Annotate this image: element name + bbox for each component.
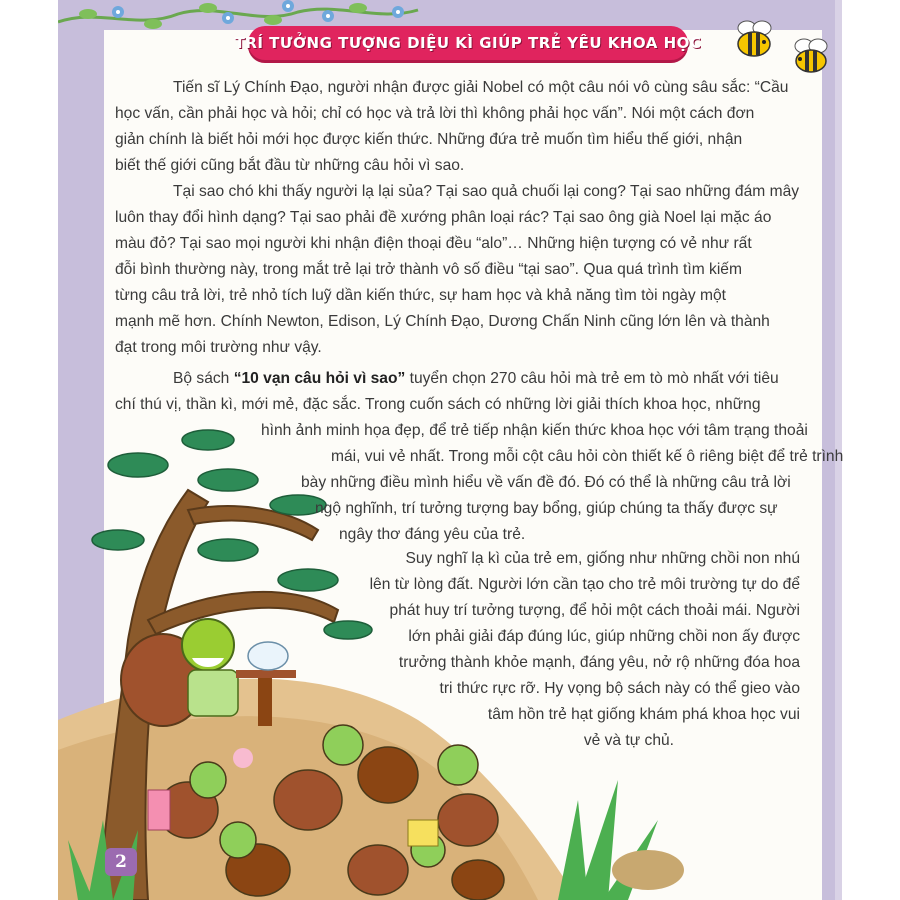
banner-title: TRÍ TƯỞNG TƯỢNG DIỆU KÌ GIÚP TRẺ YÊU KHOA HỌC: [234, 34, 702, 52]
text-line: đỗi bình thường này, trong mắt trẻ lại trở thành vô số điều “tại sao”. Qua quá trình tìm kiếm: [115, 261, 742, 278]
text-line: bày những điều mình hiểu về vấn đề đó. Đó có thể là những câu trả lời: [301, 474, 791, 491]
paragraph-1: [115, 75, 788, 179]
text-line: học vấn, cần phải học và hỏi; chỉ có học và trả lời thì không phải học vấn”. Nói một cách đơn: [115, 105, 755, 122]
text-line: chí thú vị, thần kì, mới mẻ, đặc sắc. Trong cuốn sách có những lời giải thích khoa học, những: [115, 396, 761, 413]
paragraph-4: [320, 546, 800, 754]
text-line: mạnh mẽ hơn. Chính Newton, Edison, Lý Chính Đạo, Dương Chấn Ninh cũng lớn lên và thành: [115, 313, 770, 330]
text-line: Suy nghĩ lạ kì của trẻ em, giống như những chồi non nhú: [405, 550, 800, 567]
text-line: Tiến sĩ Lý Chính Đạo, người nhận được giải Nobel có một câu nói vô cùng sâu sắc: “Cầu: [173, 79, 789, 96]
text-line: ngộ nghĩnh, trí tưởng tượng bay bổng, giúp chúng ta thấy được sự: [315, 500, 778, 517]
text-line: luôn thay đổi hình dạng? Tại sao phải đề xướng phân loại rác? Tại sao ông già Noel lại mặc áo: [115, 209, 772, 226]
bee-icon: [730, 20, 778, 60]
text-line: giản chính là biết hỏi mới học được kiến thức. Những đứa trẻ muốn tìm hiểu thế giới, nhận: [115, 131, 743, 148]
paragraph-2: [115, 179, 799, 361]
text-run: tuyển chọn 270 câu hỏi mà trẻ em tò mò nhất với tiêu: [405, 370, 779, 387]
text-line: tri thức rực rỡ. Hy vọng bộ sách này có thể gieo vào: [439, 680, 800, 697]
text-line: biết thế giới cũng bắt đầu từ những câu hỏi vì sao.: [115, 157, 465, 174]
page-number-badge: [105, 848, 137, 876]
text-line: tâm hồn trẻ hạt giống khám phá khoa học vui: [487, 706, 800, 723]
text-line: lớn phải giải đáp đúng lúc, giúp những chồi non ấy được: [408, 628, 800, 645]
text-run: Bộ sách: [173, 370, 234, 387]
book-title: “10 vạn câu hỏi vì sao”: [233, 370, 406, 387]
text-line: Tại sao chó khi thấy người lạ lại sủa? Tại sao quả chuối lại cong? Tại sao những đám mây: [173, 183, 800, 200]
text-line: lên từ lòng đất. Người lớn cần tạo cho trẻ môi trường tự do để: [369, 576, 800, 593]
paragraph-3: [115, 366, 844, 548]
text-line: hình ảnh minh họa đẹp, để trẻ tiếp nhận kiến thức khoa học với tâm trạng thoải: [261, 422, 808, 439]
text-line: mái, vui vẻ nhất. Trong mỗi cột câu hỏi còn thiết kế ô riêng biệt để trẻ trình: [331, 448, 844, 465]
text-line: vẻ và tự chủ.: [583, 732, 674, 749]
text-line: trưởng thành khỏe mạnh, đáng yêu, nở rộ những đóa hoa: [398, 654, 800, 671]
text-line: [115, 366, 805, 392]
text-line: màu đỏ? Tại sao mọi người khi nhận điện thoại đều “alo”… Những hiện tượng có vẻ như rất: [115, 235, 752, 252]
bee-icon: [788, 38, 834, 76]
text-line: phát huy trí tưởng tượng, để hỏi một cách thoải mái. Người: [389, 602, 800, 619]
text-line: từng câu trả lời, trẻ nhỏ tích luỹ dần kiến thức, sự ham học và khả năng tìm tòi ngày một: [115, 287, 727, 304]
page-number: 2: [115, 852, 127, 872]
text-line: đạt trong môi trường như vậy.: [115, 339, 322, 356]
text-line: ngây thơ đáng yêu của trẻ.: [339, 526, 526, 543]
title-banner: [234, 26, 702, 60]
